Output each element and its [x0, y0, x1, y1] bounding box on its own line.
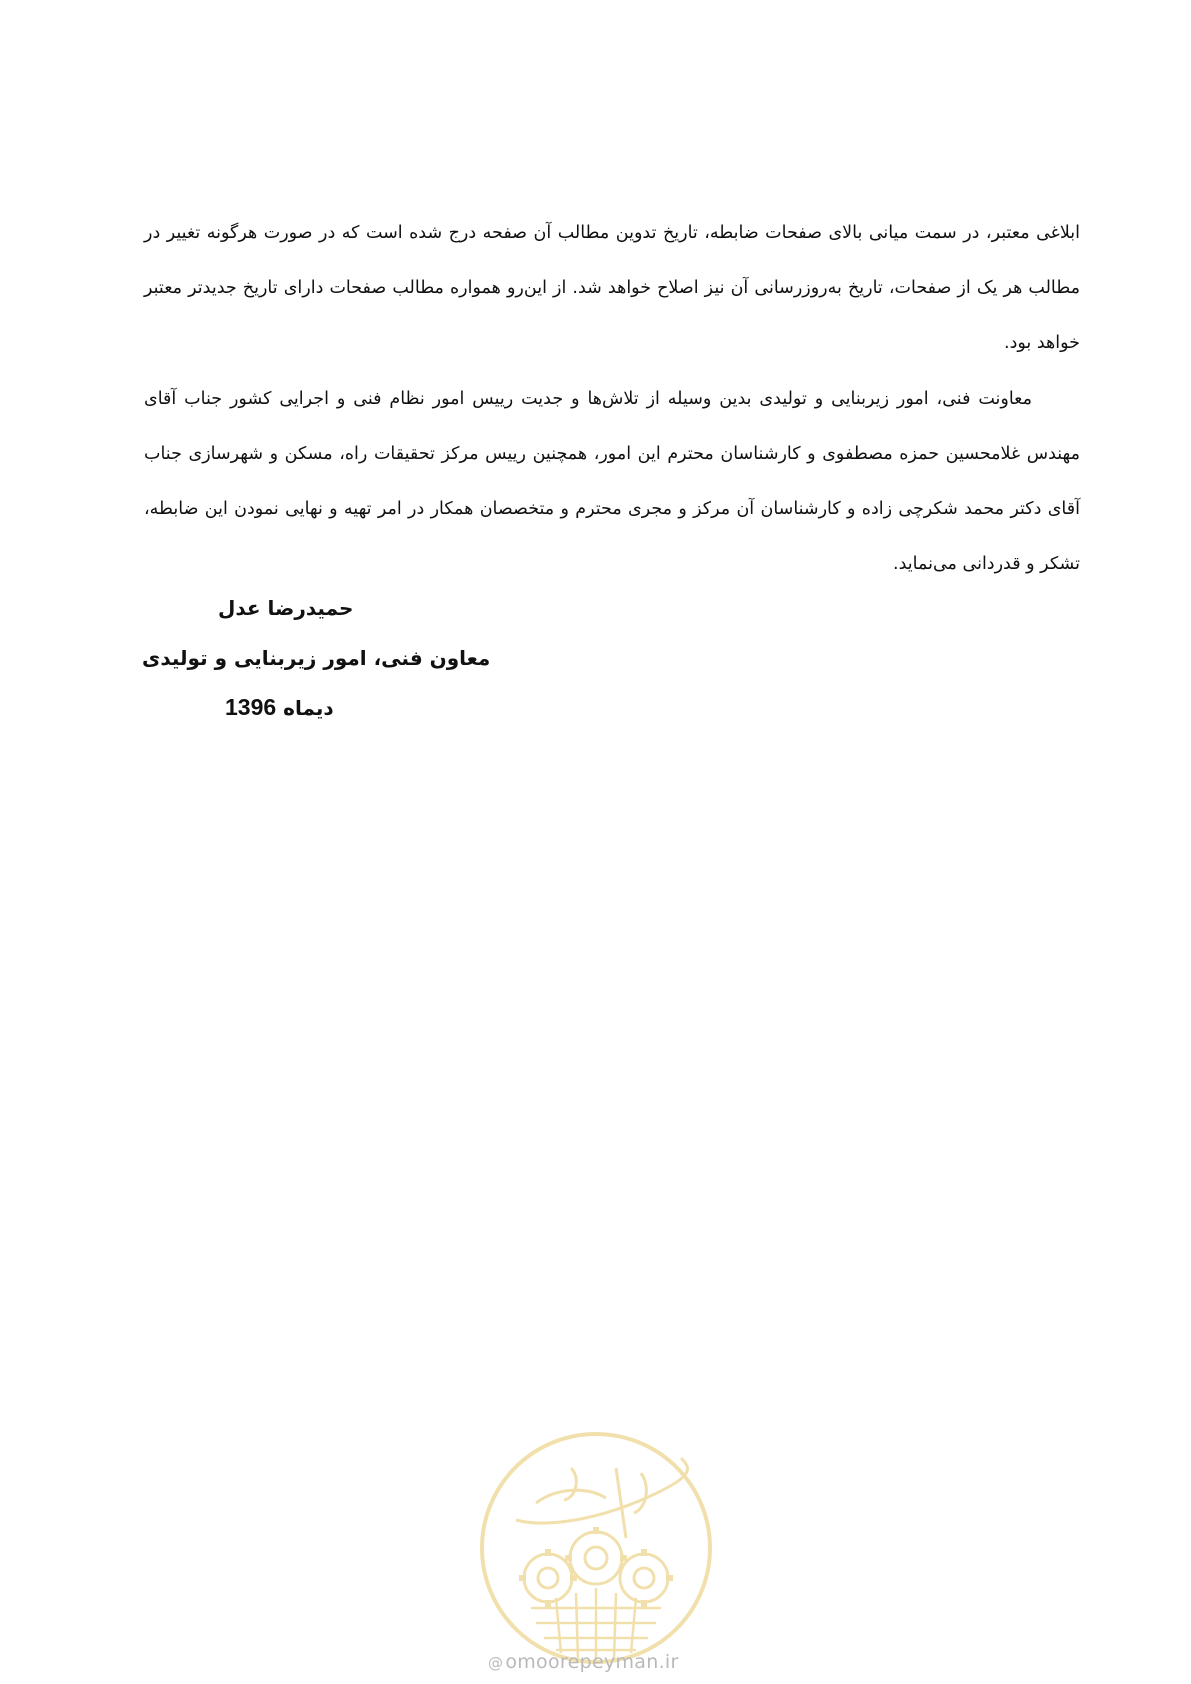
date-year: 1396 [225, 694, 277, 720]
body-paragraph-2-text: معاونت فنی، امور زیربنایی و تولیدی بدین وسیله از تلاش‌ها و جدیت رییس امور نظام فنی و اجرایی کشور جناب آقای مهندس غلامحسین حمزه مصطفوی و کارشناسان محترم این امور، همچنین رییس مرکز تحقیقات راه، مسکن و شهرسازی جناب آقای دکتر محمد شکرچی زاده و کارشناسان آن مرکز و مجری محترم و متخصصان همکار در امر تهیه و نهایی نمودن این ضابطه، تشکر و قدردانی می‌نماید. [144, 389, 1080, 574]
watermark-logo-icon [476, 1428, 716, 1668]
body-paragraph-2 [144, 372, 1080, 592]
body-paragraph-1: ابلاغی معتبر، در سمت میانی بالای صفحات ضابطه، تاریخ تدوین مطالب آن صفحه درج شده است که در صورت هرگونه تغییر در مطالب هر یک از صفحات، تاریخ به‌روزرسانی آن نیز اصلاح خواهد شد. از این‌رو همواره مطالب صفحات دارای تاریخ جدیدتر معتبر خواهد بود. [144, 223, 1080, 353]
watermark-url-text: omoorepeyman.ir [505, 1651, 679, 1673]
at-icon: @ [488, 1654, 504, 1672]
signatory-name: حمیدرضا عدل [218, 596, 354, 620]
date-month: دیماه [283, 696, 334, 720]
signature-date [225, 694, 334, 721]
watermark-url [488, 1651, 708, 1673]
signatory-title: معاون فنی، امور زیربنایی و تولیدی [142, 646, 491, 670]
